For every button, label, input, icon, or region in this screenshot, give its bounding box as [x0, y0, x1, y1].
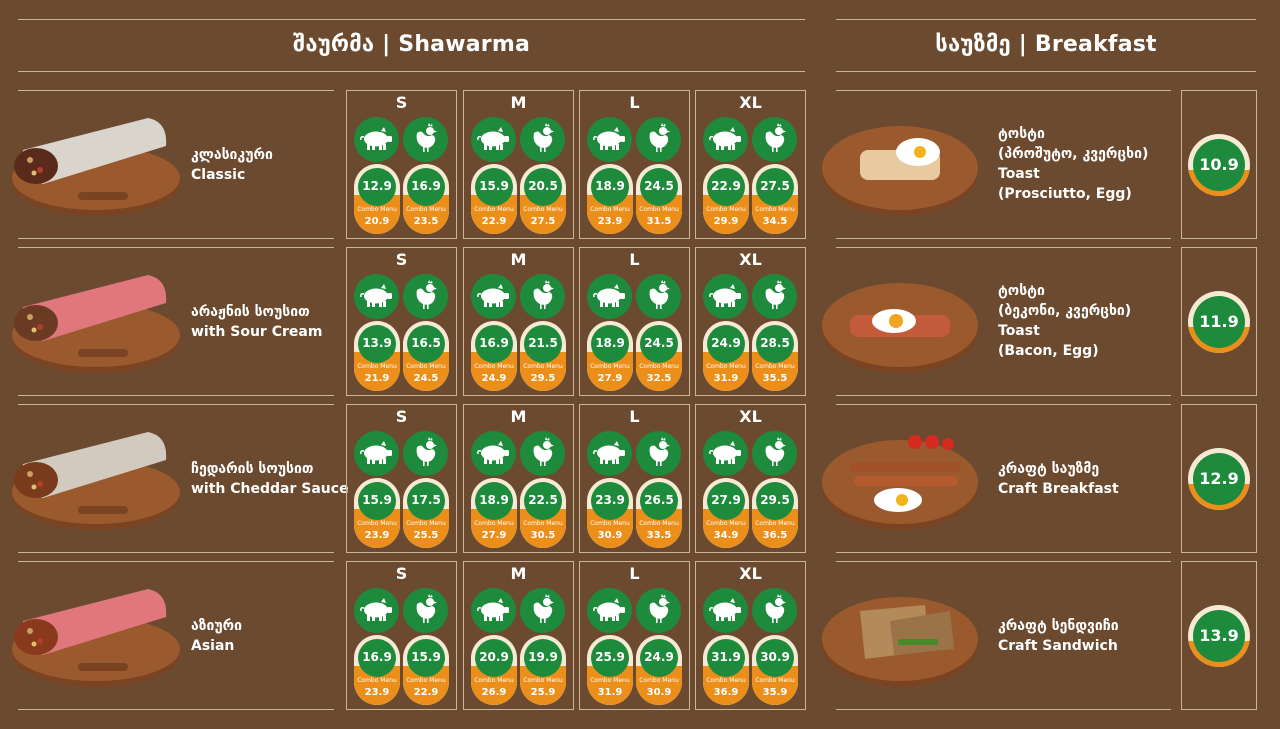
price-pill-pork[interactable]	[354, 321, 400, 391]
price-pill-pork[interactable]	[703, 635, 749, 705]
combo-menu-label: Combo Menu	[406, 206, 446, 213]
breakfast-price: 10.9	[1199, 155, 1239, 174]
size-label: M	[510, 407, 527, 426]
row-top-line	[836, 247, 1171, 248]
combo-menu-label: Combo Menu	[474, 363, 514, 370]
row-bottom-line	[18, 395, 334, 396]
price-pill-chicken[interactable]	[403, 164, 449, 234]
price-chicken: 24.9	[644, 650, 674, 664]
breakfast-row	[815, 247, 1280, 397]
combo-menu-label: Combo Menu	[523, 520, 563, 527]
shawarma-name	[191, 616, 242, 656]
price-pill-pork[interactable]	[587, 478, 633, 548]
combo-menu-label: Combo Menu	[639, 206, 679, 213]
row-bottom-line	[18, 552, 334, 553]
price-pill-chicken[interactable]	[752, 635, 798, 705]
breakfast-name	[998, 459, 1119, 499]
combo-price-pork: 20.9	[364, 216, 390, 227]
pig-icon	[354, 431, 399, 476]
price-pork: 15.9	[362, 493, 392, 507]
chicken-icon	[403, 431, 448, 476]
combo-price-chicken: 33.5	[646, 530, 672, 541]
combo-menu-label: Combo Menu	[406, 677, 446, 684]
combo-price-pork: 21.9	[364, 373, 390, 384]
combo-price-chicken: 24.5	[413, 373, 439, 384]
shawarma-name-ka: არაჟნის სოუსით	[191, 304, 310, 320]
combo-menu-label: Combo Menu	[706, 520, 746, 527]
pig-icon	[703, 588, 748, 633]
combo-price-pork: 22.9	[481, 216, 507, 227]
breakfast-header-bottom-line	[836, 71, 1256, 72]
price-pork: 15.9	[479, 179, 509, 193]
row-top-line	[836, 404, 1171, 405]
chicken-icon	[403, 588, 448, 633]
combo-price-chicken: 30.9	[646, 687, 672, 698]
price-pork: 24.9	[711, 336, 741, 350]
combo-price-pork: 26.9	[481, 687, 507, 698]
breakfast-price-box	[1181, 90, 1257, 239]
breakfast-price: 13.9	[1199, 626, 1239, 645]
price-pork: 18.9	[595, 179, 625, 193]
price-chicken: 24.5	[644, 179, 674, 193]
breakfast-name-line: (Bacon, Egg)	[998, 343, 1099, 359]
price-pill-pork[interactable]	[354, 164, 400, 234]
combo-menu-label: Combo Menu	[590, 677, 630, 684]
row-top-line	[18, 404, 334, 405]
chicken-icon	[520, 117, 565, 162]
price-chicken: 28.5	[760, 336, 790, 350]
price-chicken: 30.9	[760, 650, 790, 664]
price-pill-chicken[interactable]	[636, 164, 682, 234]
price-pill-chicken[interactable]	[403, 635, 449, 705]
breakfast-price-box	[1181, 247, 1257, 396]
breakfast-name-line: (ბეკონი, კვერცხი)	[998, 303, 1132, 319]
price-pork: 23.9	[595, 493, 625, 507]
breakfast-price: 12.9	[1199, 469, 1239, 488]
price-pork: 31.9	[711, 650, 741, 664]
pig-icon	[587, 274, 632, 319]
chicken-icon	[520, 274, 565, 319]
chicken-icon	[752, 117, 797, 162]
combo-menu-label: Combo Menu	[706, 206, 746, 213]
price-pill-pork[interactable]	[703, 164, 749, 234]
row-bottom-line	[836, 238, 1171, 239]
price-chicken: 17.5	[411, 493, 441, 507]
combo-menu-label: Combo Menu	[755, 677, 795, 684]
chicken-icon	[636, 117, 681, 162]
price-chicken: 16.5	[411, 336, 441, 350]
size-box-l	[579, 561, 690, 710]
combo-price-chicken: 35.9	[762, 687, 788, 698]
shawarma-name-ka: აზიური	[191, 618, 243, 634]
size-box-l	[579, 247, 690, 396]
breakfast-name-line: Toast	[998, 166, 1040, 182]
chicken-icon	[636, 588, 681, 633]
price-badge[interactable]	[1188, 134, 1250, 196]
size-label: L	[629, 407, 640, 426]
combo-menu-label: Combo Menu	[474, 520, 514, 527]
shawarma-image	[8, 581, 180, 691]
row-top-line	[18, 90, 334, 91]
row-top-line	[18, 247, 334, 248]
breakfast-name	[998, 616, 1119, 656]
price-chicken: 15.9	[411, 650, 441, 664]
price-pill-chicken[interactable]	[520, 478, 566, 548]
shawarma-name-en: with Cheddar Sauce	[191, 481, 349, 497]
price-chicken: 27.5	[760, 179, 790, 193]
price-pill-pork[interactable]	[471, 321, 517, 391]
size-label: M	[510, 93, 527, 112]
pig-icon	[587, 431, 632, 476]
row-top-line	[836, 561, 1171, 562]
size-box-xl	[695, 561, 806, 710]
breakfast-name-line: Craft Breakfast	[998, 481, 1119, 497]
breakfast-price-box	[1181, 404, 1257, 553]
shawarma-name-ka: ჩედარის სოუსით	[191, 461, 314, 477]
price-pork: 16.9	[479, 336, 509, 350]
shawarma-row	[0, 404, 810, 554]
price-pill-pork[interactable]	[471, 478, 517, 548]
breakfast-row	[815, 90, 1280, 240]
breakfast-name	[998, 281, 1131, 361]
pig-icon	[471, 274, 516, 319]
combo-price-chicken: 34.5	[762, 216, 788, 227]
shawarma-name	[191, 145, 273, 185]
price-pork: 16.9	[362, 650, 392, 664]
price-pork: 18.9	[595, 336, 625, 350]
combo-price-pork: 34.9	[713, 530, 739, 541]
combo-price-pork: 23.9	[364, 530, 390, 541]
shawarma-image	[8, 110, 180, 220]
price-pill-pork[interactable]	[703, 321, 749, 391]
size-label: L	[629, 93, 640, 112]
breakfast-name-line: Toast	[998, 323, 1040, 339]
combo-menu-label: Combo Menu	[523, 677, 563, 684]
combo-menu-label: Combo Menu	[406, 520, 446, 527]
size-label: XL	[739, 250, 762, 269]
size-box-s	[346, 90, 457, 239]
row-top-line	[18, 561, 334, 562]
combo-menu-label: Combo Menu	[706, 677, 746, 684]
price-badge[interactable]	[1188, 291, 1250, 353]
combo-price-chicken: 32.5	[646, 373, 672, 384]
combo-price-pork: 31.9	[597, 687, 623, 698]
pig-icon	[354, 274, 399, 319]
price-badge[interactable]	[1188, 605, 1250, 667]
price-pill-chicken[interactable]	[403, 478, 449, 548]
combo-menu-label: Combo Menu	[406, 363, 446, 370]
combo-menu-label: Combo Menu	[523, 206, 563, 213]
size-box-m	[463, 404, 574, 553]
shawarma-section-title: შაურმა | Shawarma	[292, 32, 531, 57]
breakfast-name-line: კრაფტ სენდვიჩი	[998, 618, 1119, 634]
breakfast-row	[815, 561, 1280, 711]
combo-menu-label: Combo Menu	[706, 363, 746, 370]
combo-price-chicken: 25.9	[530, 687, 556, 698]
price-pork: 18.9	[479, 493, 509, 507]
price-chicken: 22.5	[528, 493, 558, 507]
chicken-icon	[403, 274, 448, 319]
size-box-m	[463, 561, 574, 710]
chicken-icon	[636, 431, 681, 476]
combo-menu-label: Combo Menu	[639, 677, 679, 684]
price-chicken: 16.9	[411, 179, 441, 193]
chicken-icon	[752, 274, 797, 319]
combo-price-pork: 31.9	[713, 373, 739, 384]
price-pill-chicken[interactable]	[403, 321, 449, 391]
shawarma-row	[0, 561, 810, 711]
size-box-s	[346, 247, 457, 396]
shawarma-name-ka: კლასიკური	[191, 147, 273, 163]
price-chicken: 26.5	[644, 493, 674, 507]
breakfast-image	[820, 581, 982, 691]
price-pill-pork[interactable]	[354, 478, 400, 548]
pig-icon	[587, 588, 632, 633]
shawarma-header-bottom-line	[18, 71, 805, 72]
price-chicken: 21.5	[528, 336, 558, 350]
size-label: XL	[739, 564, 762, 583]
pig-icon	[703, 117, 748, 162]
shawarma-header-top-line	[18, 19, 805, 20]
size-box-xl	[695, 247, 806, 396]
price-pill-chicken[interactable]	[520, 164, 566, 234]
price-pill-pork[interactable]	[703, 478, 749, 548]
breakfast-image	[820, 267, 982, 377]
breakfast-header-top-line	[836, 19, 1256, 20]
size-box-l	[579, 404, 690, 553]
combo-price-chicken: 27.5	[530, 216, 556, 227]
breakfast-price: 11.9	[1199, 312, 1239, 331]
pig-icon	[703, 431, 748, 476]
size-box-l	[579, 90, 690, 239]
combo-price-pork: 23.9	[597, 216, 623, 227]
breakfast-name-line: (პროშუტო, კვერცხი)	[998, 146, 1149, 162]
combo-price-pork: 30.9	[597, 530, 623, 541]
combo-price-chicken: 23.5	[413, 216, 439, 227]
price-pork: 25.9	[595, 650, 625, 664]
size-label: S	[395, 93, 408, 112]
combo-menu-label: Combo Menu	[357, 677, 397, 684]
pig-icon	[471, 431, 516, 476]
price-pill-pork[interactable]	[587, 164, 633, 234]
combo-menu-label: Combo Menu	[590, 363, 630, 370]
combo-price-chicken: 31.5	[646, 216, 672, 227]
size-label: L	[629, 564, 640, 583]
price-pork: 12.9	[362, 179, 392, 193]
pig-icon	[354, 117, 399, 162]
combo-menu-label: Combo Menu	[590, 520, 630, 527]
combo-menu-label: Combo Menu	[590, 206, 630, 213]
size-label: L	[629, 250, 640, 269]
breakfast-image	[820, 110, 982, 220]
size-label: M	[510, 564, 527, 583]
breakfast-section-title: საუზმე | Breakfast	[935, 32, 1157, 57]
size-box-xl	[695, 404, 806, 553]
price-pill-chicken[interactable]	[752, 478, 798, 548]
combo-menu-label: Combo Menu	[474, 677, 514, 684]
breakfast-price-box	[1181, 561, 1257, 710]
row-top-line	[836, 90, 1171, 91]
price-pill-chicken[interactable]	[636, 321, 682, 391]
breakfast-name-line: ტოსტი	[998, 126, 1045, 142]
price-chicken: 24.5	[644, 336, 674, 350]
shawarma-image	[8, 424, 180, 534]
pig-icon	[354, 588, 399, 633]
chicken-icon	[403, 117, 448, 162]
breakfast-name-line: ტოსტი	[998, 283, 1045, 299]
size-box-m	[463, 247, 574, 396]
price-pill-chicken[interactable]	[520, 321, 566, 391]
shawarma-name	[191, 459, 349, 499]
breakfast-row	[815, 404, 1280, 554]
price-pill-chicken[interactable]	[752, 321, 798, 391]
size-box-s	[346, 404, 457, 553]
combo-price-pork: 27.9	[597, 373, 623, 384]
price-pill-pork[interactable]	[354, 635, 400, 705]
chicken-icon	[520, 431, 565, 476]
combo-price-chicken: 36.5	[762, 530, 788, 541]
pig-icon	[471, 117, 516, 162]
price-pork: 13.9	[362, 336, 392, 350]
price-chicken: 29.5	[760, 493, 790, 507]
price-pill-pork[interactable]	[471, 635, 517, 705]
shawarma-name	[191, 302, 322, 342]
price-pork: 27.9	[711, 493, 741, 507]
combo-menu-label: Combo Menu	[357, 363, 397, 370]
price-pill-pork[interactable]	[587, 635, 633, 705]
size-label: XL	[739, 407, 762, 426]
shawarma-row	[0, 247, 810, 397]
size-box-xl	[695, 90, 806, 239]
pig-icon	[703, 274, 748, 319]
combo-price-pork: 27.9	[481, 530, 507, 541]
breakfast-name	[998, 124, 1148, 204]
price-pill-pork[interactable]	[587, 321, 633, 391]
combo-menu-label: Combo Menu	[523, 363, 563, 370]
shawarma-name-en: with Sour Cream	[191, 324, 323, 340]
combo-price-chicken: 30.5	[530, 530, 556, 541]
pig-icon	[587, 117, 632, 162]
size-box-m	[463, 90, 574, 239]
combo-menu-label: Combo Menu	[357, 206, 397, 213]
chicken-icon	[520, 588, 565, 633]
combo-price-pork: 24.9	[481, 373, 507, 384]
combo-menu-label: Combo Menu	[755, 363, 795, 370]
price-pill-chicken[interactable]	[636, 635, 682, 705]
price-chicken: 20.5	[528, 179, 558, 193]
price-badge[interactable]	[1188, 448, 1250, 510]
price-pill-pork[interactable]	[471, 164, 517, 234]
shawarma-name-en: Asian	[191, 638, 235, 654]
shawarma-image	[8, 267, 180, 377]
breakfast-image	[820, 424, 982, 534]
size-label: S	[395, 407, 408, 426]
row-bottom-line	[836, 709, 1171, 710]
row-bottom-line	[836, 552, 1171, 553]
combo-price-pork: 23.9	[364, 687, 390, 698]
combo-menu-label: Combo Menu	[755, 206, 795, 213]
price-pill-chicken[interactable]	[752, 164, 798, 234]
combo-menu-label: Combo Menu	[474, 206, 514, 213]
combo-price-pork: 36.9	[713, 687, 739, 698]
row-bottom-line	[18, 238, 334, 239]
combo-price-chicken: 29.5	[530, 373, 556, 384]
size-label: S	[395, 564, 408, 583]
price-pill-chicken[interactable]	[520, 635, 566, 705]
combo-menu-label: Combo Menu	[357, 520, 397, 527]
price-pork: 20.9	[479, 650, 509, 664]
chicken-icon	[636, 274, 681, 319]
size-box-s	[346, 561, 457, 710]
combo-price-chicken: 25.5	[413, 530, 439, 541]
combo-menu-label: Combo Menu	[755, 520, 795, 527]
pig-icon	[471, 588, 516, 633]
size-label: S	[395, 250, 408, 269]
shawarma-name-en: Classic	[191, 167, 246, 183]
row-bottom-line	[836, 395, 1171, 396]
combo-menu-label: Combo Menu	[639, 363, 679, 370]
price-chicken: 19.9	[528, 650, 558, 664]
breakfast-name-line: Craft Sandwich	[998, 638, 1118, 654]
breakfast-name-line: (Prosciutto, Egg)	[998, 186, 1132, 202]
combo-price-pork: 29.9	[713, 216, 739, 227]
price-pill-chicken[interactable]	[636, 478, 682, 548]
row-bottom-line	[18, 709, 334, 710]
size-label: XL	[739, 93, 762, 112]
chicken-icon	[752, 588, 797, 633]
chicken-icon	[752, 431, 797, 476]
shawarma-row	[0, 90, 810, 240]
price-pork: 22.9	[711, 179, 741, 193]
size-label: M	[510, 250, 527, 269]
breakfast-name-line: კრაფტ საუზმე	[998, 461, 1100, 477]
combo-price-chicken: 35.5	[762, 373, 788, 384]
combo-menu-label: Combo Menu	[639, 520, 679, 527]
combo-price-chicken: 22.9	[413, 687, 439, 698]
